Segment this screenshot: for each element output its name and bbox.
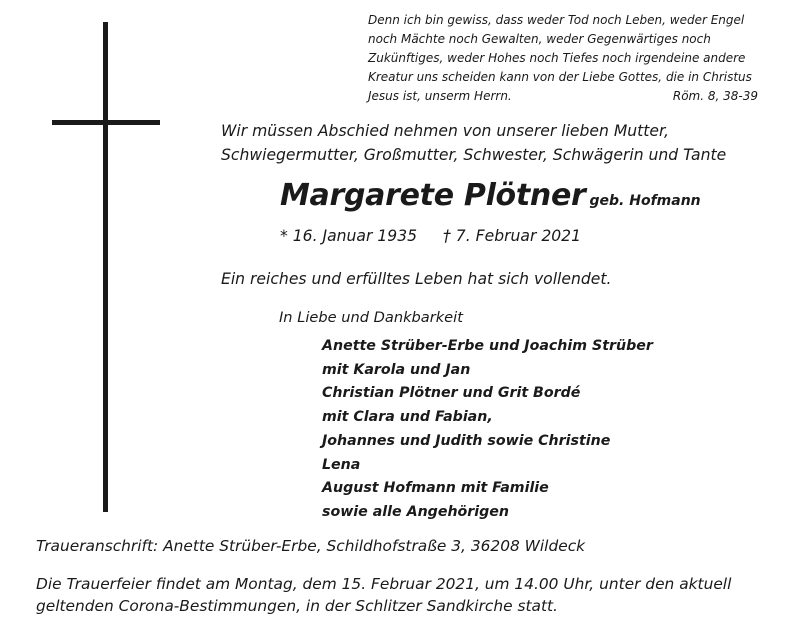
birth-name: geb. Hofmann <box>589 193 701 209</box>
mourner-line: Anette Strüber-Erbe und Joachim Strüber <box>322 338 653 354</box>
intro-text <box>221 119 781 167</box>
verse-line: Denn ich bin gewiss, dass weder Tod noch Leben, weder Engel <box>368 13 745 27</box>
birth-date: * 16. Januar 1935 <box>280 227 418 245</box>
intro-line-2: Schwiegermutter, Großmutter, Schwester, Schwägerin und Tante <box>221 146 727 164</box>
ceremony-line-1: Die Trauerfeier findet am Montag, dem 15. Februar 2021, um 14.00 Uhr, unter den aktuell <box>36 575 732 593</box>
mourner-line: Lena <box>322 456 361 473</box>
deceased-name: Margarete Plötner <box>280 178 586 213</box>
cross-icon-vertical <box>103 22 108 512</box>
mourner-line: Christian Plötner und Grit Bordé <box>322 385 581 402</box>
verse-line: Jesus ist, unserm Herrn. <box>368 89 512 103</box>
funeral-ceremony-info <box>36 573 786 617</box>
mourner-line: mit Karola und Jan <box>322 361 471 378</box>
verse-line: Kreatur uns scheiden kann von der Liebe Gottes, die in Christus <box>368 70 752 84</box>
bible-verse <box>368 11 758 106</box>
mourning-address: Traueranschrift: Anette Strüber-Erbe, Schildhofstraße 3, 36208 Wildeck <box>36 537 586 555</box>
cross-icon-horizontal <box>52 120 160 125</box>
deceased-name-block <box>280 178 701 213</box>
life-dates <box>280 227 581 245</box>
verse-line: noch Mächte noch Gewalten, weder Gegenwärtiges noch <box>368 32 711 46</box>
mourner-line: August Hofmann mit Familie <box>322 480 549 497</box>
mourner-line: mit Clara und Fabian, <box>322 409 493 426</box>
mourners-list <box>322 335 653 525</box>
mourner-line: Johannes und Judith sowie Christine <box>322 432 611 449</box>
verse-line: Zukünftiges, weder Hohes noch Tiefes noch irgendeine andere <box>368 51 746 65</box>
ceremony-line-2: geltenden Corona-Bestimmungen, in der Schlitzer Sandkirche statt. <box>36 597 558 615</box>
death-date: † 7. Februar 2021 <box>443 227 581 245</box>
life-statement: Ein reiches und erfülltes Leben hat sich vollendet. <box>221 270 612 288</box>
gratitude-text: In Liebe und Dankbarkeit <box>279 309 463 326</box>
mourner-line: sowie alle Angehörigen <box>322 503 510 520</box>
verse-reference: Röm. 8, 38-39 <box>672 89 758 103</box>
intro-line-1: Wir müssen Abschied nehmen von unserer lieben Mutter, <box>221 122 669 140</box>
